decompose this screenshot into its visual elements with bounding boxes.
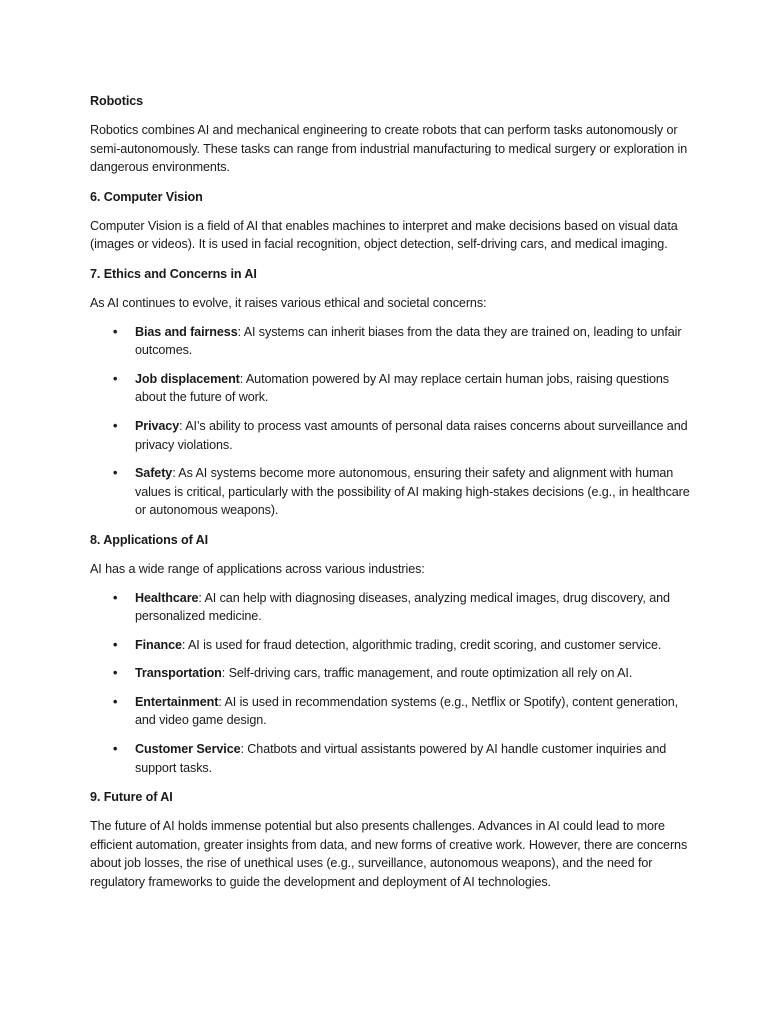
list-item bbox=[90, 323, 690, 360]
bullet-icon: • bbox=[113, 590, 118, 605]
ethics-list bbox=[90, 323, 690, 520]
bullet-icon: • bbox=[113, 666, 118, 681]
list-item-text: : Chatbots and virtual assistants powered by AI handle customer inquiries and support tasks. bbox=[135, 742, 667, 775]
computer-vision-heading: 6. Computer Vision bbox=[90, 189, 203, 204]
list-item-text: : AI is used for fraud detection, algorithmic trading, credit scoring, and customer service. bbox=[181, 637, 662, 652]
list-item-term: Finance bbox=[135, 637, 182, 652]
list-item-text: : Automation powered by AI may replace certain human jobs, raising questions about the future of work. bbox=[135, 371, 670, 405]
list-item bbox=[90, 636, 690, 655]
list-item-term: Privacy bbox=[135, 418, 180, 433]
list-item-text: : As AI systems become more autonomous, ensuring their safety and alignment with human values is critical, particularly with the possibility of AI making high-stakes decisions (e.g., in healthcare or autonomous weapons). bbox=[135, 466, 690, 518]
future-paragraph: The future of AI holds immense potential but also presents challenges. Advances in AI could lead to more efficient automation, greater insights from data, and new forms of creative work. However, there are concerns about job losses, the rise of unethical uses (e.g., surveillance, autonomous weapons), and the need for regulatory frameworks to guide the development and deployment of AI technologies. bbox=[90, 819, 688, 890]
ethics-intro: As AI continues to evolve, it raises various ethical and societal concerns: bbox=[90, 295, 487, 310]
list-item-term: Healthcare bbox=[135, 590, 199, 605]
list-item-term: Customer Service bbox=[135, 742, 241, 757]
list-item-text: : AI is used in recommendation systems (e.g., Netflix or Spotify), content generation, and video game design. bbox=[135, 694, 679, 728]
bullet-icon: • bbox=[113, 694, 118, 709]
list-item bbox=[90, 589, 690, 626]
list-item-text: : AI can help with diagnosing diseases, analyzing medical images, drug discovery, and personalized medicine. bbox=[135, 590, 670, 624]
bullet-icon: • bbox=[113, 466, 118, 481]
list-item bbox=[90, 664, 690, 683]
list-item bbox=[90, 417, 690, 454]
list-item-text: : Self-driving cars, traffic management, and route optimization all rely on AI. bbox=[221, 666, 633, 681]
robotics-paragraph: Robotics combines AI and mechanical engineering to create robots that can perform tasks autonomously or semi-autonomously. These tasks can range from industrial manufacturing to medical surgery or exploration in dangerous environments. bbox=[90, 123, 688, 175]
applications-list bbox=[90, 589, 690, 778]
applications-heading: 8. Applications of AI bbox=[90, 532, 209, 547]
list-item bbox=[90, 740, 690, 777]
robotics-heading: Robotics bbox=[90, 94, 144, 108]
bullet-icon: • bbox=[113, 637, 118, 652]
list-item-text: : AI’s ability to process vast amounts of personal data raises concerns about surveillance and privacy violations. bbox=[135, 418, 688, 452]
ethics-heading: 7. Ethics and Concerns in AI bbox=[90, 266, 257, 281]
bullet-icon: • bbox=[113, 742, 118, 757]
document-page bbox=[90, 91, 690, 902]
list-item-term: Safety bbox=[135, 466, 173, 481]
bullet-icon: • bbox=[113, 371, 118, 386]
list-item-term: Bias and fairness bbox=[135, 324, 238, 339]
bullet-icon: • bbox=[113, 418, 118, 433]
list-item-term: Job displacement bbox=[135, 371, 240, 386]
list-item bbox=[90, 370, 690, 407]
applications-intro: AI has a wide range of applications across various industries: bbox=[90, 561, 425, 576]
computer-vision-paragraph: Computer Vision is a field of AI that enables machines to interpret and make decisions based on visual data (images or videos). It is used in facial recognition, object detection, self-driving cars, and medical imaging. bbox=[90, 218, 678, 252]
bullet-icon: • bbox=[113, 324, 118, 339]
list-item-text: : AI systems can inherit biases from the data they are trained on, leading to unfair outcomes. bbox=[135, 324, 682, 358]
future-heading: 9. Future of AI bbox=[90, 790, 173, 805]
list-item-term: Entertainment bbox=[135, 694, 219, 709]
list-item-term: Transportation bbox=[135, 666, 222, 681]
list-item bbox=[90, 464, 690, 520]
list-item bbox=[90, 693, 690, 730]
